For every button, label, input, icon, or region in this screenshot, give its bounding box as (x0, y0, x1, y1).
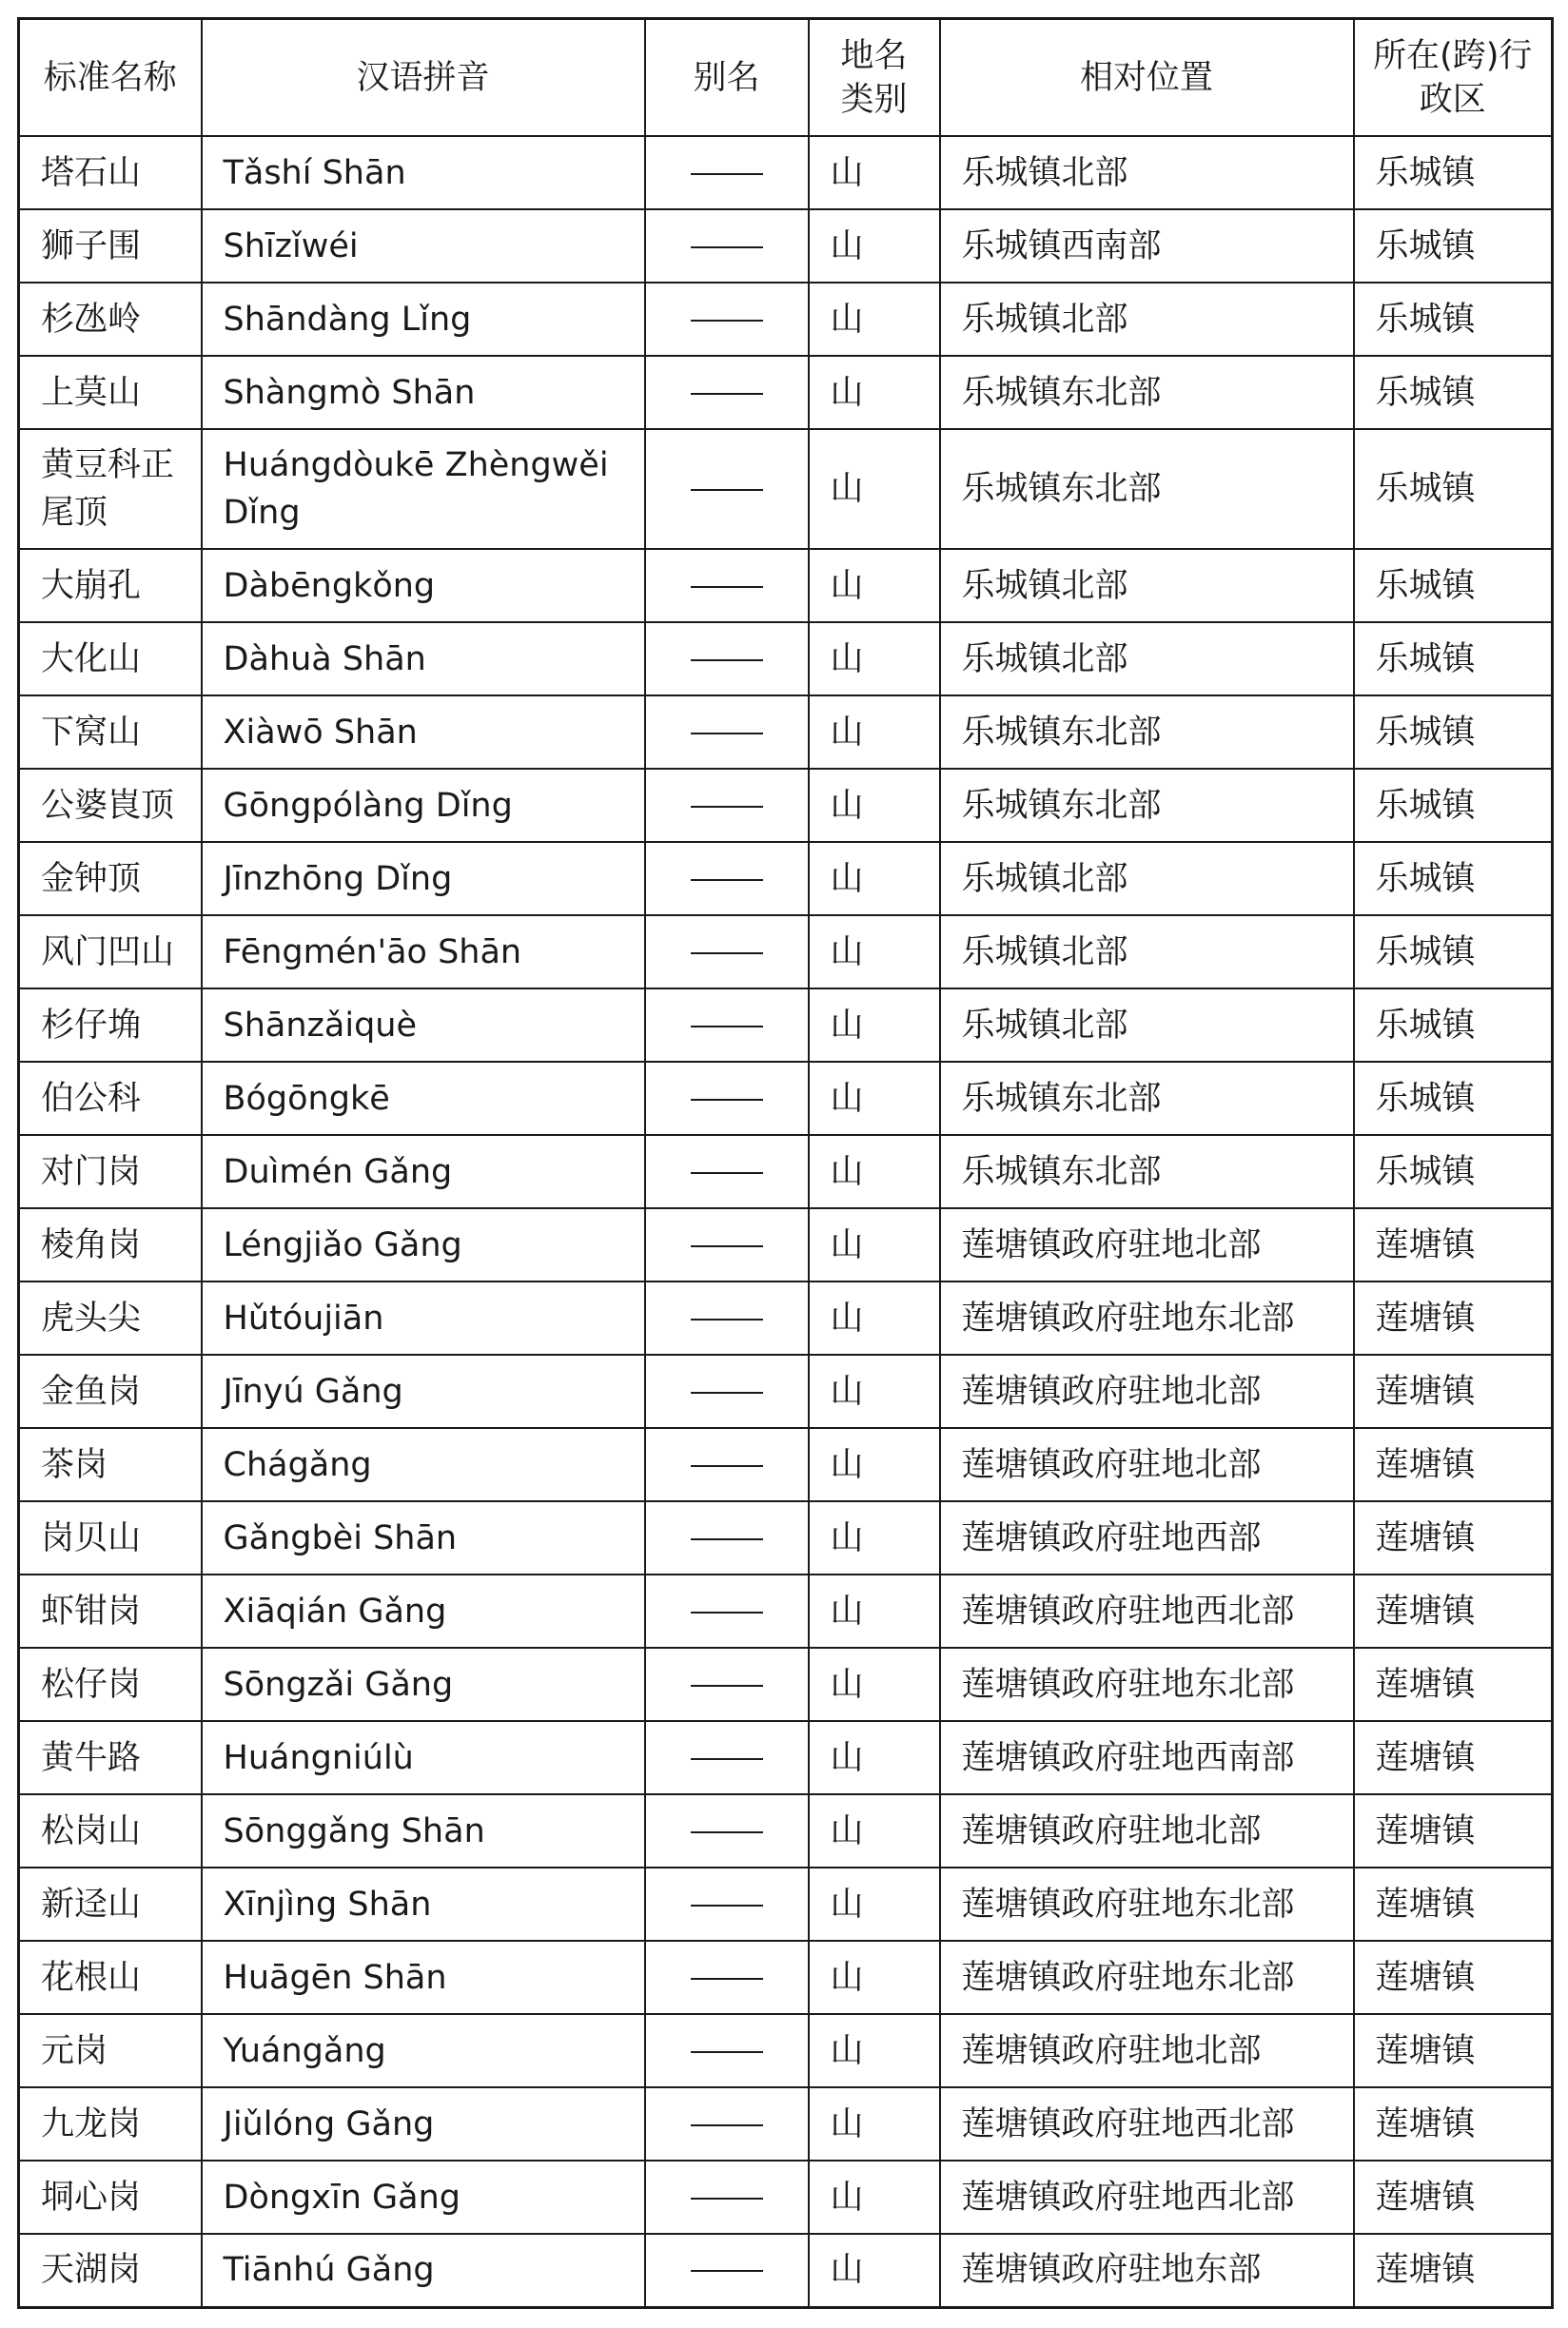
cell-relative-position: 乐城镇西南部 (940, 209, 1354, 283)
table-row (19, 1868, 1553, 1941)
cell-alias (645, 1794, 809, 1868)
cell-alias (645, 842, 809, 915)
alias-dash (691, 1831, 763, 1833)
table-row (19, 842, 1553, 915)
cell-category: 山 (809, 1721, 940, 1794)
table-row (19, 1794, 1553, 1868)
table-row (19, 1208, 1553, 1281)
cell-alias (645, 1501, 809, 1575)
table-row (19, 283, 1553, 356)
cell-category: 山 (809, 283, 940, 356)
alias-text (763, 465, 764, 466)
alias-text (763, 2174, 764, 2175)
alias-text (763, 149, 764, 150)
cell-alias (645, 2234, 809, 2307)
header-category: 地名类别 (809, 19, 940, 137)
cell-district: 莲塘镇 (1354, 2087, 1553, 2161)
cell-district: 乐城镇 (1354, 622, 1553, 695)
cell-district: 莲塘镇 (1354, 1868, 1553, 1941)
cell-pinyin: Dàbēngkǒng (202, 549, 645, 622)
cell-district: 乐城镇 (1354, 209, 1553, 283)
cell-district: 莲塘镇 (1354, 2161, 1553, 2234)
cell-pinyin: Hǔtóujiān (202, 1281, 645, 1355)
alias-text (763, 1954, 764, 1955)
cell-standard-name: 棱角岗 (19, 1208, 202, 1281)
cell-category: 山 (809, 695, 940, 769)
cell-district: 乐城镇 (1354, 695, 1553, 769)
cell-category: 山 (809, 2234, 940, 2307)
cell-pinyin: Dàhuà Shān (202, 622, 645, 695)
table-row (19, 2014, 1553, 2087)
cell-standard-name: 黄牛路 (19, 1721, 202, 1794)
cell-alias (645, 1135, 809, 1208)
cell-alias (645, 2087, 809, 2161)
alias-dash (691, 393, 763, 395)
cell-district: 乐城镇 (1354, 915, 1553, 988)
cell-category: 山 (809, 2014, 940, 2087)
cell-alias (645, 695, 809, 769)
cell-category: 山 (809, 1868, 940, 1941)
cell-standard-name: 松仔岗 (19, 1648, 202, 1721)
cell-standard-name: 公婆崀顶 (19, 769, 202, 842)
cell-relative-position: 乐城镇北部 (940, 915, 1354, 988)
alias-text (763, 2027, 764, 2028)
cell-standard-name: 风门凹山 (19, 915, 202, 988)
cell-district: 乐城镇 (1354, 988, 1553, 1062)
table-row (19, 915, 1553, 988)
alias-text (763, 296, 764, 297)
cell-category: 山 (809, 2161, 940, 2234)
cell-relative-position: 莲塘镇政府驻地东部 (940, 2234, 1354, 2307)
alias-dash (691, 1465, 763, 1467)
alias-text (763, 2246, 764, 2247)
cell-pinyin: Bógōngkē (202, 1062, 645, 1135)
table-row (19, 695, 1553, 769)
cell-district: 莲塘镇 (1354, 1281, 1553, 1355)
header-alias: 别名 (645, 19, 809, 137)
cell-category: 山 (809, 549, 940, 622)
alias-dash (691, 1758, 763, 1760)
cell-alias (645, 209, 809, 283)
cell-category: 山 (809, 2087, 940, 2161)
cell-category: 山 (809, 988, 940, 1062)
cell-alias (645, 2014, 809, 2087)
cell-standard-name: 狮子围 (19, 209, 202, 283)
cell-pinyin: Yuángǎng (202, 2014, 645, 2087)
table-row (19, 356, 1553, 429)
cell-relative-position: 莲塘镇政府驻地西南部 (940, 1721, 1354, 1794)
cell-standard-name: 金钟顶 (19, 842, 202, 915)
cell-pinyin: Tǎshí Shān (202, 136, 645, 209)
cell-pinyin: Gǎngbèi Shān (202, 1501, 645, 1575)
cell-alias (645, 769, 809, 842)
cell-category: 山 (809, 1208, 940, 1281)
alias-text (763, 1588, 764, 1589)
cell-category: 山 (809, 622, 940, 695)
table-row (19, 769, 1553, 842)
cell-category: 山 (809, 1135, 940, 1208)
alias-dash (691, 2198, 763, 2200)
cell-relative-position: 莲塘镇政府驻地东北部 (940, 1648, 1354, 1721)
cell-relative-position: 莲塘镇政府驻地东北部 (940, 1281, 1354, 1355)
cell-pinyin: Huāgēn Shān (202, 1941, 645, 2014)
table-row (19, 1501, 1553, 1575)
table-row (19, 1281, 1553, 1355)
cell-category: 山 (809, 1575, 940, 1648)
alias-text (763, 1002, 764, 1003)
cell-relative-position: 乐城镇北部 (940, 622, 1354, 695)
cell-district: 莲塘镇 (1354, 1208, 1553, 1281)
cell-relative-position: 莲塘镇政府驻地东北部 (940, 1941, 1354, 2014)
cell-alias (645, 549, 809, 622)
cell-standard-name: 杉氹岭 (19, 283, 202, 356)
cell-district: 莲塘镇 (1354, 2234, 1553, 2307)
cell-relative-position: 乐城镇东北部 (940, 429, 1354, 549)
alias-text (763, 1808, 764, 1809)
cell-relative-position: 莲塘镇政府驻地西北部 (940, 1575, 1354, 1648)
cell-pinyin: Gōngpólàng Dǐng (202, 769, 645, 842)
cell-district: 乐城镇 (1354, 356, 1553, 429)
cell-district: 莲塘镇 (1354, 1501, 1553, 1575)
cell-standard-name: 下窝山 (19, 695, 202, 769)
cell-relative-position: 乐城镇北部 (940, 988, 1354, 1062)
cell-relative-position: 乐城镇北部 (940, 136, 1354, 209)
cell-alias (645, 283, 809, 356)
table-row (19, 209, 1553, 283)
cell-category: 山 (809, 769, 940, 842)
cell-relative-position: 莲塘镇政府驻地西部 (940, 1501, 1354, 1575)
alias-text (763, 562, 764, 563)
alias-text (763, 1515, 764, 1516)
cell-alias (645, 622, 809, 695)
cell-relative-position: 莲塘镇政府驻地西北部 (940, 2161, 1354, 2234)
cell-district: 莲塘镇 (1354, 1428, 1553, 1501)
header-pinyin: 汉语拼音 (202, 19, 645, 137)
alias-text (763, 855, 764, 856)
table-row (19, 622, 1553, 695)
cell-district: 莲塘镇 (1354, 2014, 1553, 2087)
table-row (19, 1941, 1553, 2014)
cell-category: 山 (809, 1794, 940, 1868)
cell-pinyin: Shīzǐwéi (202, 209, 645, 283)
table-row (19, 1575, 1553, 1648)
cell-standard-name: 松岗山 (19, 1794, 202, 1868)
alias-dash (691, 806, 763, 808)
cell-alias (645, 1575, 809, 1648)
alias-text (763, 709, 764, 710)
cell-pinyin: Fēngmén'āo Shān (202, 915, 645, 988)
cell-relative-position: 乐城镇北部 (940, 283, 1354, 356)
alias-text (763, 2101, 764, 2102)
cell-category: 山 (809, 1062, 940, 1135)
cell-district: 莲塘镇 (1354, 1721, 1553, 1794)
cell-standard-name: 杉仔埆 (19, 988, 202, 1062)
cell-district: 乐城镇 (1354, 283, 1553, 356)
cell-category: 山 (809, 136, 940, 209)
alias-dash (691, 246, 763, 248)
cell-relative-position: 莲塘镇政府驻地北部 (940, 1428, 1354, 1501)
cell-pinyin: Jīnzhōng Dǐng (202, 842, 645, 915)
cell-relative-position: 乐城镇北部 (940, 842, 1354, 915)
cell-alias (645, 1648, 809, 1721)
alias-dash (691, 879, 763, 881)
cell-pinyin: Shānzǎiquè (202, 988, 645, 1062)
table-row (19, 1062, 1553, 1135)
cell-category: 山 (809, 842, 940, 915)
cell-district: 乐城镇 (1354, 429, 1553, 549)
alias-dash (691, 1099, 763, 1101)
alias-dash (691, 659, 763, 661)
cell-category: 山 (809, 1355, 940, 1428)
alias-text (763, 782, 764, 783)
alias-text (763, 223, 764, 224)
alias-dash (691, 1905, 763, 1907)
cell-relative-position: 乐城镇东北部 (940, 1062, 1354, 1135)
cell-standard-name: 垌心岗 (19, 2161, 202, 2234)
cell-district: 乐城镇 (1354, 769, 1553, 842)
cell-relative-position: 莲塘镇政府驻地东北部 (940, 1868, 1354, 1941)
cell-standard-name: 元岗 (19, 2014, 202, 2087)
cell-pinyin: Dòngxīn Gǎng (202, 2161, 645, 2234)
cell-alias (645, 1062, 809, 1135)
alias-dash (691, 733, 763, 734)
cell-district: 乐城镇 (1354, 136, 1553, 209)
cell-pinyin: Shāndàng Lǐng (202, 283, 645, 356)
cell-relative-position: 莲塘镇政府驻地西北部 (940, 2087, 1354, 2161)
cell-category: 山 (809, 1501, 940, 1575)
cell-district: 乐城镇 (1354, 842, 1553, 915)
cell-pinyin: Huángdòukē Zhèngwěi Dǐng (202, 429, 645, 549)
alias-dash (691, 1392, 763, 1394)
table-row (19, 549, 1553, 622)
cell-pinyin: Duìmén Gǎng (202, 1135, 645, 1208)
table-row (19, 429, 1553, 549)
place-name-table-page (17, 17, 1551, 2309)
alias-text (763, 1075, 764, 1076)
header-relative-position: 相对位置 (940, 19, 1354, 137)
cell-pinyin: Jiǔlóng Gǎng (202, 2087, 645, 2161)
place-name-table (17, 17, 1554, 2309)
table-row (19, 1721, 1553, 1794)
alias-dash (691, 320, 763, 322)
cell-pinyin: Xiāqián Gǎng (202, 1575, 645, 1648)
cell-relative-position: 莲塘镇政府驻地北部 (940, 1208, 1354, 1281)
alias-dash (691, 952, 763, 954)
table-header-row (19, 19, 1553, 137)
cell-relative-position: 乐城镇东北部 (940, 695, 1354, 769)
alias-text (763, 1441, 764, 1442)
alias-dash (691, 1685, 763, 1687)
cell-category: 山 (809, 1941, 940, 2014)
cell-relative-position: 莲塘镇政府驻地北部 (940, 2014, 1354, 2087)
table-row (19, 2161, 1553, 2234)
cell-alias (645, 1721, 809, 1794)
cell-standard-name: 大崩孔 (19, 549, 202, 622)
cell-alias (645, 1281, 809, 1355)
cell-pinyin: Xīnjìng Shān (202, 1868, 645, 1941)
cell-standard-name: 金鱼岗 (19, 1355, 202, 1428)
cell-relative-position: 莲塘镇政府驻地北部 (940, 1355, 1354, 1428)
header-standard-name: 标准名称 (19, 19, 202, 137)
cell-relative-position: 乐城镇东北部 (940, 1135, 1354, 1208)
alias-text (763, 1295, 764, 1296)
cell-alias (645, 1208, 809, 1281)
alias-text (763, 369, 764, 370)
table-row (19, 988, 1553, 1062)
cell-standard-name: 虾钳岗 (19, 1575, 202, 1648)
cell-standard-name: 上莫山 (19, 356, 202, 429)
alias-text (763, 1661, 764, 1662)
cell-district: 莲塘镇 (1354, 1941, 1553, 2014)
cell-standard-name: 花根山 (19, 1941, 202, 2014)
cell-standard-name: 虎头尖 (19, 1281, 202, 1355)
table-row (19, 1428, 1553, 1501)
cell-alias (645, 1941, 809, 2014)
cell-alias (645, 1868, 809, 1941)
cell-category: 山 (809, 1281, 940, 1355)
cell-pinyin: Tiānhú Gǎng (202, 2234, 645, 2307)
cell-district: 莲塘镇 (1354, 1648, 1553, 1721)
header-district: 所在(跨)行政区 (1354, 19, 1553, 137)
table-row (19, 2234, 1553, 2307)
cell-standard-name: 茶岗 (19, 1428, 202, 1501)
cell-category: 山 (809, 209, 940, 283)
alias-dash (691, 586, 763, 588)
cell-district: 乐城镇 (1354, 1135, 1553, 1208)
cell-alias (645, 356, 809, 429)
cell-alias (645, 136, 809, 209)
alias-dash (691, 2270, 763, 2272)
cell-alias (645, 988, 809, 1062)
cell-alias (645, 429, 809, 549)
cell-relative-position: 乐城镇东北部 (940, 356, 1354, 429)
cell-standard-name: 塔石山 (19, 136, 202, 209)
cell-pinyin: Sōngzǎi Gǎng (202, 1648, 645, 1721)
table-row (19, 1648, 1553, 1721)
cell-alias (645, 915, 809, 988)
alias-dash (691, 1172, 763, 1174)
cell-category: 山 (809, 1428, 940, 1501)
cell-relative-position: 莲塘镇政府驻地北部 (940, 1794, 1354, 1868)
cell-alias (645, 2161, 809, 2234)
cell-standard-name: 天湖岗 (19, 2234, 202, 2307)
cell-standard-name: 岗贝山 (19, 1501, 202, 1575)
cell-pinyin: Sōnggǎng Shān (202, 1794, 645, 1868)
alias-text (763, 1148, 764, 1149)
alias-dash (691, 1538, 763, 1540)
alias-dash (691, 1319, 763, 1321)
cell-pinyin: Huángniúlù (202, 1721, 645, 1794)
alias-dash (691, 2124, 763, 2126)
alias-dash (691, 1026, 763, 1027)
cell-standard-name: 新迳山 (19, 1868, 202, 1941)
cell-district: 乐城镇 (1354, 1062, 1553, 1135)
cell-standard-name: 九龙岗 (19, 2087, 202, 2161)
cell-standard-name: 大化山 (19, 622, 202, 695)
cell-category: 山 (809, 356, 940, 429)
cell-standard-name: 黄豆科正尾顶 (19, 429, 202, 549)
alias-dash (691, 1245, 763, 1247)
table-row (19, 2087, 1553, 2161)
cell-standard-name: 对门岗 (19, 1135, 202, 1208)
cell-pinyin: Shàngmò Shān (202, 356, 645, 429)
alias-dash (691, 2051, 763, 2053)
alias-text (763, 1881, 764, 1882)
alias-text (763, 1368, 764, 1369)
cell-alias (645, 1355, 809, 1428)
alias-dash (691, 1978, 763, 1980)
alias-dash (691, 1612, 763, 1614)
cell-category: 山 (809, 429, 940, 549)
cell-pinyin: Jīnyú Gǎng (202, 1355, 645, 1428)
alias-dash (691, 489, 763, 491)
table-row (19, 1135, 1553, 1208)
cell-relative-position: 乐城镇东北部 (940, 769, 1354, 842)
cell-district: 乐城镇 (1354, 549, 1553, 622)
cell-district: 莲塘镇 (1354, 1355, 1553, 1428)
alias-text (763, 1734, 764, 1735)
cell-alias (645, 1428, 809, 1501)
cell-category: 山 (809, 1648, 940, 1721)
cell-standard-name: 伯公科 (19, 1062, 202, 1135)
cell-relative-position: 乐城镇北部 (940, 549, 1354, 622)
cell-pinyin: Xiàwō Shān (202, 695, 645, 769)
cell-district: 莲塘镇 (1354, 1794, 1553, 1868)
cell-district: 莲塘镇 (1354, 1575, 1553, 1648)
table-row (19, 1355, 1553, 1428)
alias-dash (691, 173, 763, 175)
cell-pinyin: Léngjiǎo Gǎng (202, 1208, 645, 1281)
table-row (19, 136, 1553, 209)
cell-pinyin: Chágǎng (202, 1428, 645, 1501)
alias-text (763, 1222, 764, 1223)
cell-category: 山 (809, 915, 940, 988)
